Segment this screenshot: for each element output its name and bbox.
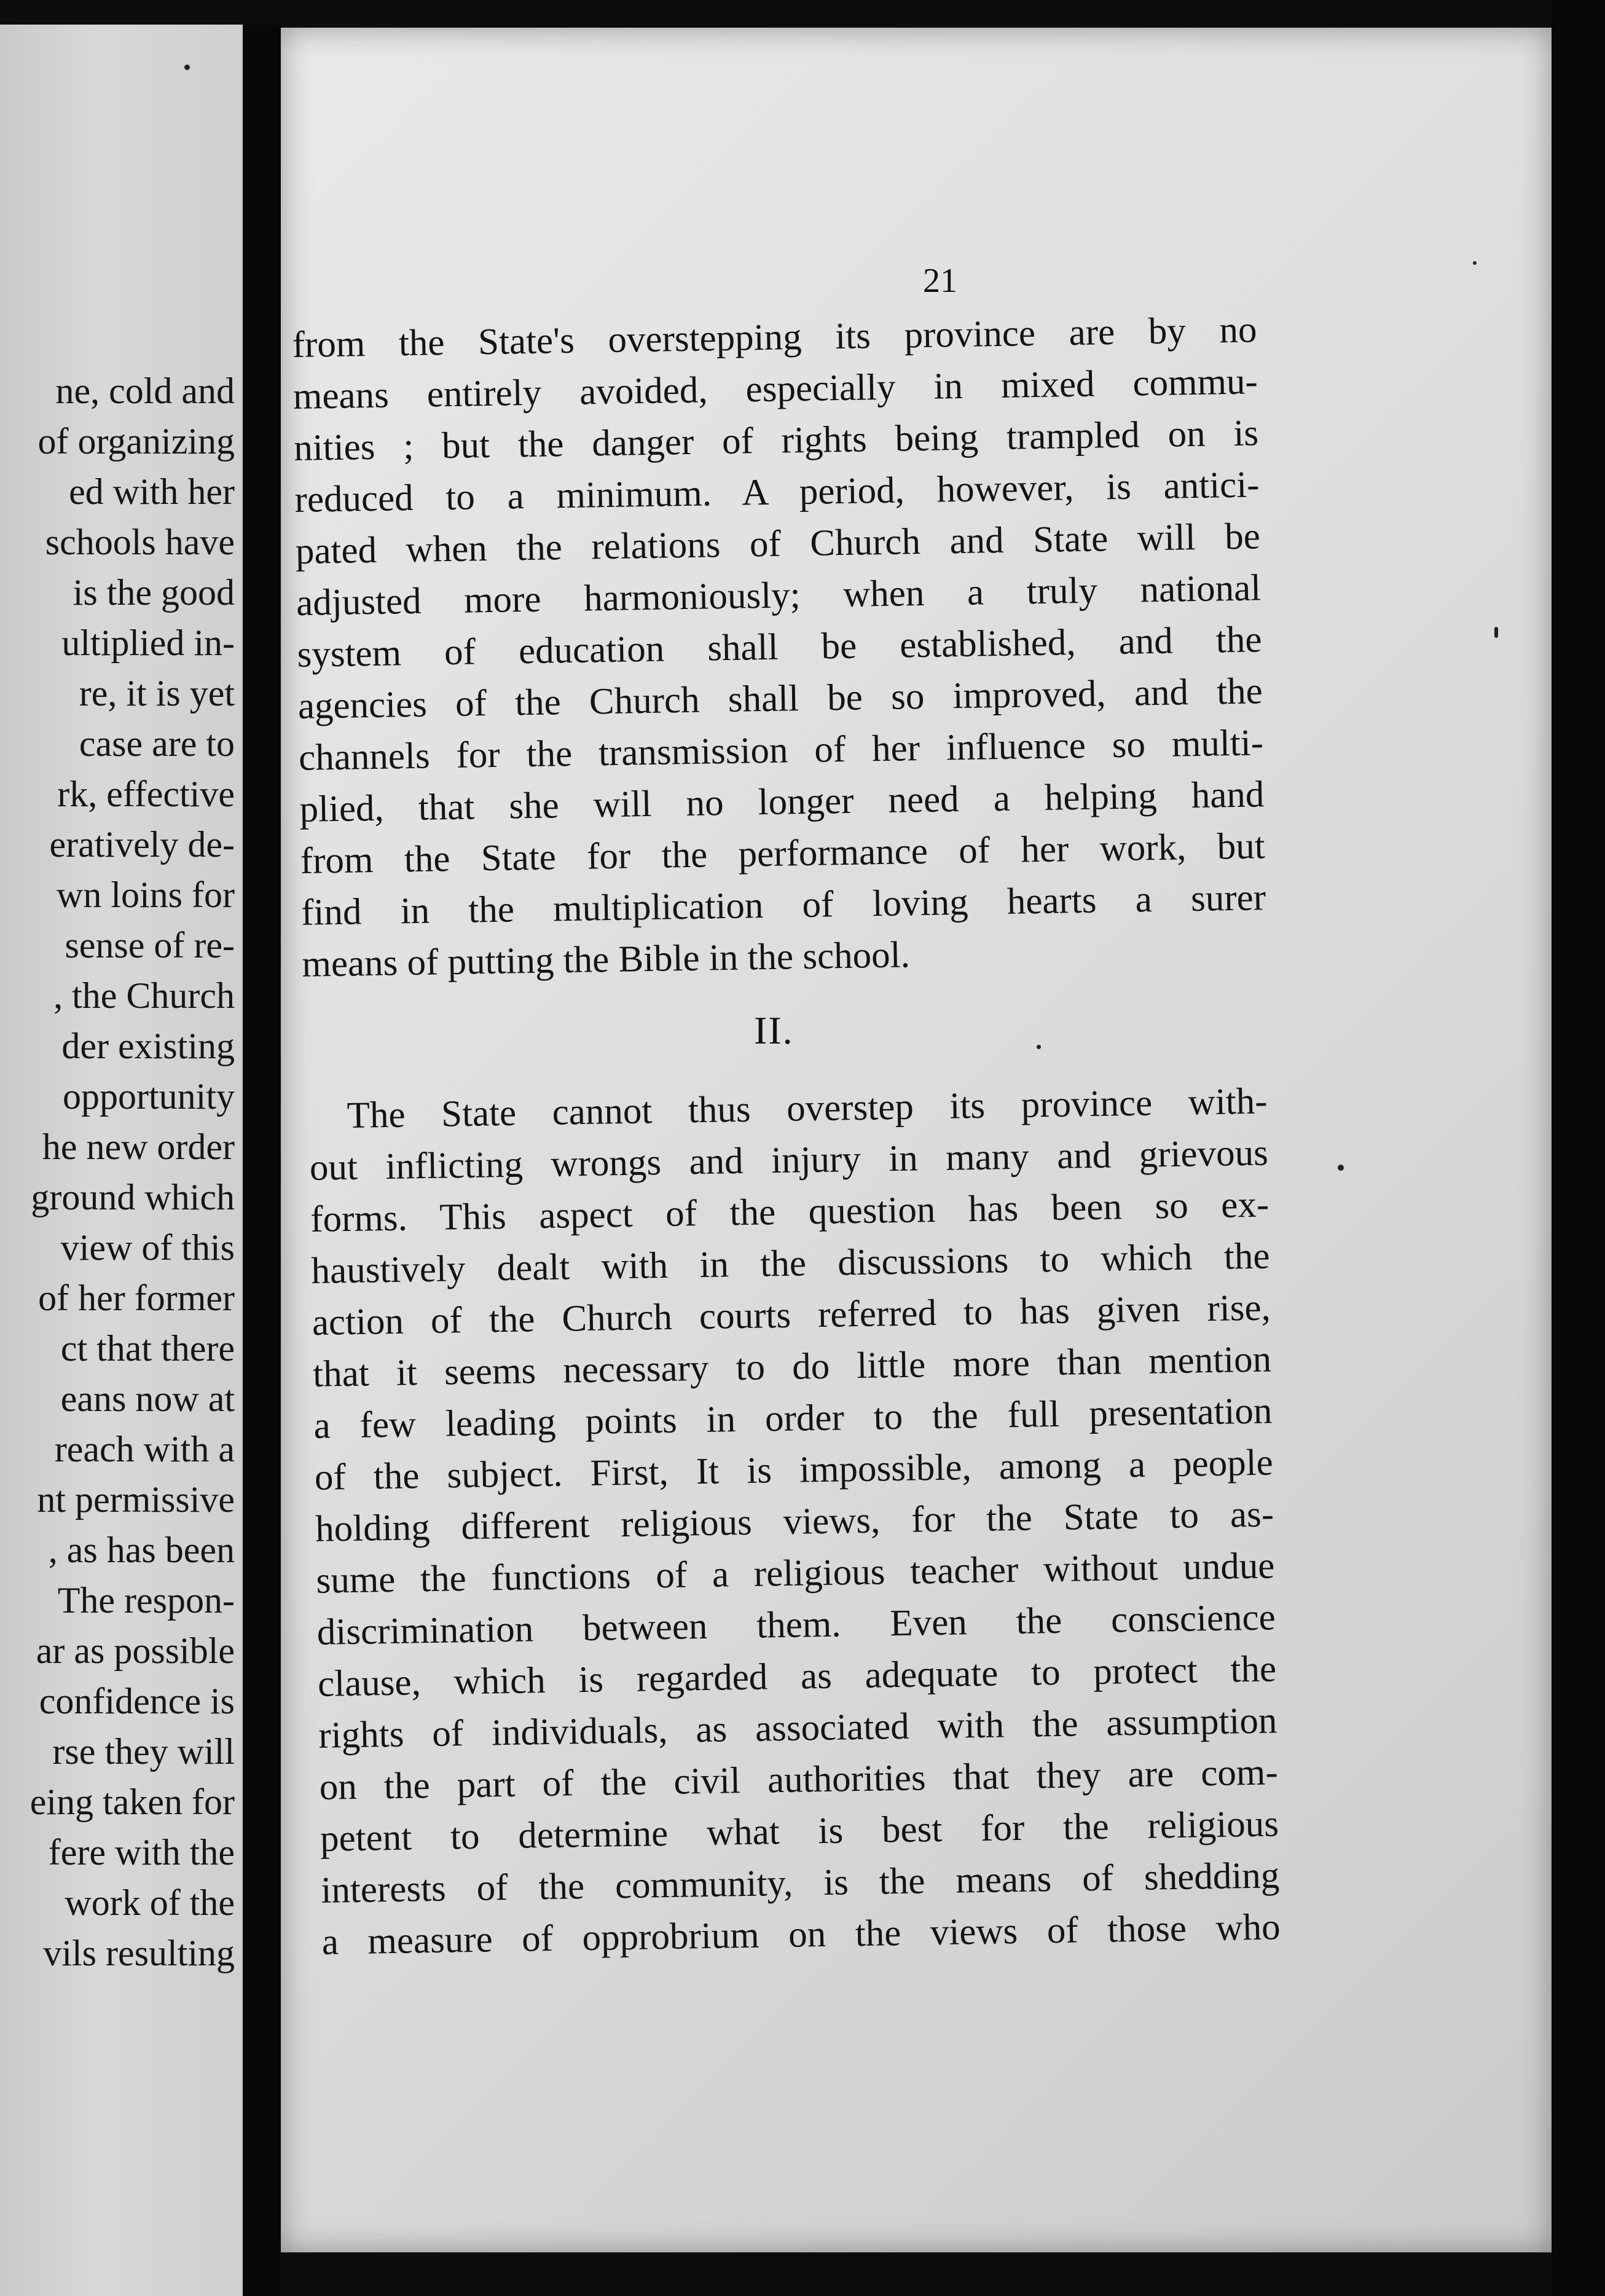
left-line: ar as possible	[36, 1630, 235, 1671]
text-line: The State cannot thus overstep its province with-	[347, 1080, 1268, 1137]
text-line: system of education shall be established, and the	[297, 619, 1262, 675]
text-line: forms. This aspect of the question has been so ex-	[310, 1184, 1269, 1240]
text-line: discrimination between them. Even the conscience	[316, 1597, 1276, 1653]
left-line: reach with a	[54, 1429, 235, 1469]
text-line: holding different religious views, for the State to as-	[315, 1493, 1274, 1550]
text-line: a few leading points in order to the full presentation	[313, 1390, 1273, 1447]
text-line: sume the functions of a religious teacher without undue	[316, 1545, 1275, 1602]
text-line: on the part of the civil authorities that they are com-	[319, 1751, 1279, 1808]
ink-speck	[1338, 1165, 1344, 1171]
text-line: out inflicting wrongs and injury in many and grievous	[309, 1132, 1269, 1189]
text-line: of the subject. First, It is impossible, among a people	[314, 1442, 1274, 1498]
left-line: opportunity	[63, 1076, 235, 1117]
text-line: channels for the transmission of her influence so multi-	[298, 722, 1264, 779]
left-line: , the Church	[53, 975, 235, 1016]
left-line: vils resulting	[43, 1933, 235, 1973]
left-page-fragment	[0, 25, 243, 2296]
text-line: adjusted more harmoniously; when a truly national	[296, 567, 1262, 624]
text-line: plied, that she will no longer need a helping hand	[299, 774, 1265, 830]
ink-speck	[1494, 627, 1498, 638]
left-line: re, it is yet	[79, 673, 235, 714]
text-line: clause, which is regarded as adequate to protect the	[317, 1648, 1277, 1705]
text-line: nities ; but the danger of rights being trampled on is	[293, 412, 1259, 469]
left-line: work of the	[65, 1882, 235, 1923]
left-line: view of this	[60, 1227, 235, 1268]
text-line: petent to determine what is best for the religious	[320, 1803, 1279, 1860]
left-line: ground which	[31, 1177, 235, 1217]
text-line: agencies of the Church shall be so improved, and the	[297, 670, 1263, 727]
left-line: schools have	[45, 522, 235, 562]
text-line: from the State for the performance of her work, but	[300, 825, 1266, 882]
left-line: ed with her	[69, 471, 235, 512]
left-line: eans now at	[60, 1378, 235, 1419]
ink-speck	[1473, 261, 1477, 265]
left-line: eratively de-	[49, 824, 235, 865]
left-line: eing taken for	[29, 1782, 235, 1822]
section-heading: II.	[754, 1008, 794, 1052]
left-line: nt permissive	[37, 1479, 235, 1520]
text-line: interests of the community, is the means of shedding	[320, 1855, 1280, 1911]
left-line: der existing	[61, 1026, 235, 1066]
ink-speck	[184, 65, 190, 70]
text-line: means entirely avoided, especially in mixed commu-	[292, 361, 1258, 417]
left-line: of her former	[38, 1278, 235, 1318]
right-page	[281, 28, 1552, 2252]
text-line: from the State's overstepping its province are by no	[292, 309, 1257, 366]
text-line: means of putting the Bible in the school.	[301, 934, 911, 985]
left-line: The respon-	[57, 1580, 235, 1621]
text-line: pated when the relations of Church and State will be	[295, 516, 1261, 572]
left-line: fere with the	[48, 1832, 235, 1873]
paragraph-section-two	[308, 1075, 1281, 1968]
left-line: ne, cold and	[55, 371, 235, 411]
text-line: reduced to a minimum. A period, however, is antici-	[294, 464, 1260, 521]
text-line: rights of individuals, as associated with the assumption	[318, 1700, 1277, 1756]
left-line: confidence is	[39, 1681, 235, 1721]
text-line: haustively dealt with in the discussions to which the	[311, 1235, 1270, 1292]
left-line: ct that there	[60, 1328, 235, 1369]
left-line: wn loins for	[57, 875, 235, 915]
binding-gutter	[243, 25, 281, 2296]
text-line: find in the multiplication of loving hearts a surer	[300, 877, 1266, 934]
scan-border	[1552, 0, 1605, 2296]
left-line: ultiplied in-	[61, 623, 235, 663]
left-page-text	[0, 366, 235, 1978]
left-line: case are to	[79, 723, 235, 764]
paragraph-continued	[292, 304, 1267, 991]
left-line: rk, effective	[57, 774, 235, 814]
text-line: action of the Church courts referred to has given rise,	[312, 1287, 1271, 1343]
text-line: that it seems necessary to do little more than mention	[312, 1339, 1272, 1395]
text-line: a measure of opprobrium on the views of those who	[321, 1906, 1281, 1963]
left-line: , as has been	[48, 1530, 235, 1570]
left-line: he new order	[42, 1126, 235, 1167]
left-line: rse they will	[52, 1731, 235, 1772]
left-line: of organizing	[37, 421, 235, 462]
page-number: 21	[923, 262, 957, 300]
left-line: is the good	[73, 572, 235, 613]
left-line: sense of re-	[65, 925, 235, 965]
ink-speck	[1037, 1045, 1041, 1049]
